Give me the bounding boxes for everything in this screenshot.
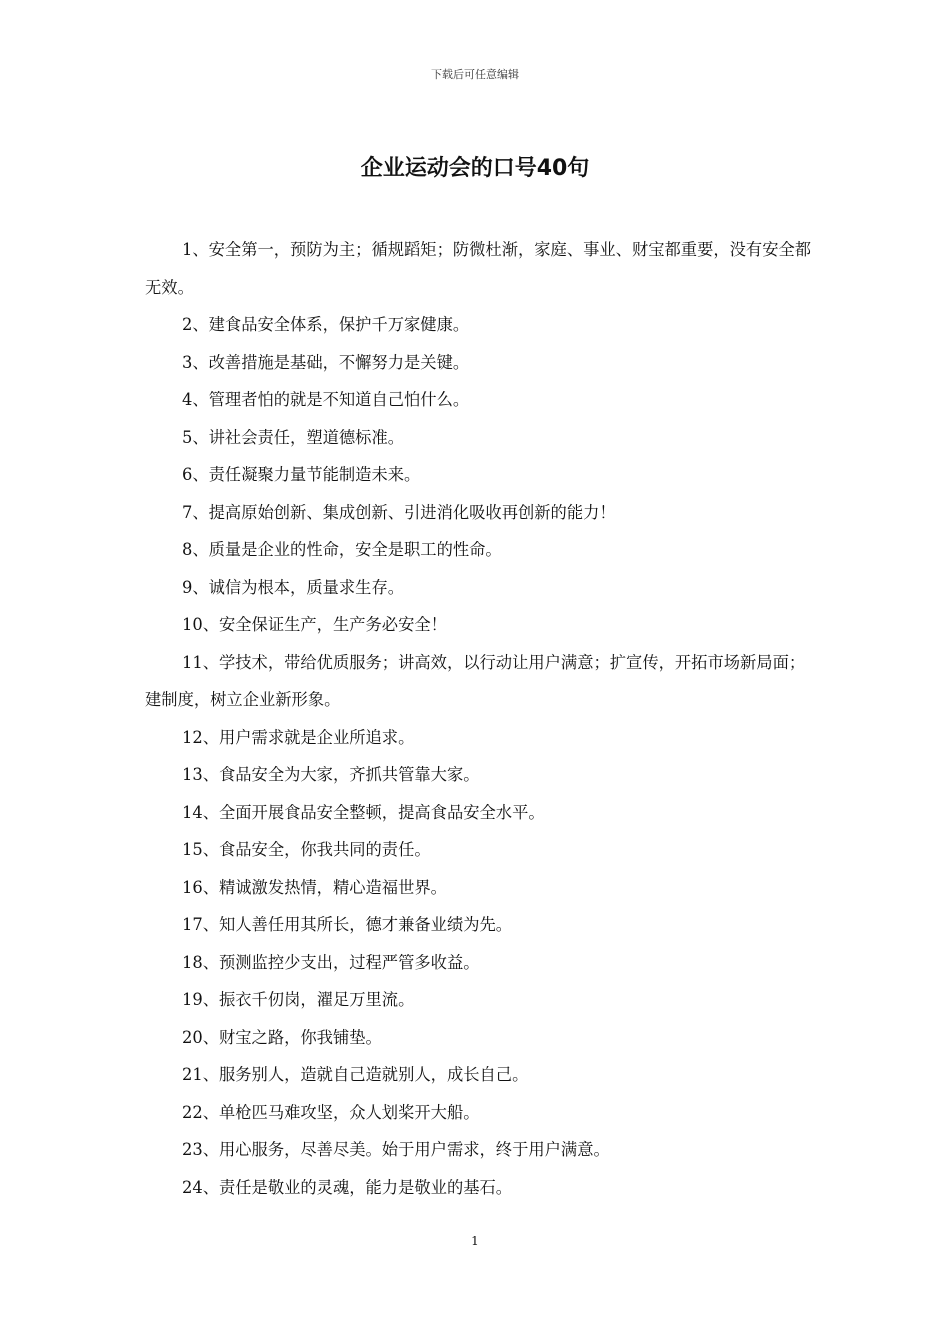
slogan-paragraph: 22、单枪匹马难攻坚，众人划桨开大船。 <box>182 1102 480 1122</box>
slogan-paragraph: 19、振衣千仞岗，濯足万里流。 <box>182 990 415 1009</box>
slogan-paragraph: 5、讲社会责任，塑道德标准。 <box>182 427 405 447</box>
slogan-paragraph: 23、用心服务，尽善尽美。始于用户需求，终于用户满意。 <box>182 1140 610 1159</box>
slogan-paragraph: 14、全面开展食品安全整顿，提高食品安全水平。 <box>182 802 545 822</box>
slogan-paragraph: 6、责任凝聚力量节能制造未来。 <box>182 465 421 484</box>
slogan-paragraph: 1、安全第一，预防为主；循规蹈矩；防微杜渐，家庭、事业、财宝都重要，没有安全都无效。 <box>145 240 812 297</box>
slogan-paragraph: 13、食品安全为大家，齐抓共管靠大家。 <box>182 765 480 784</box>
document-title: 企业运动会的口号40句 <box>360 156 590 181</box>
slogan-paragraph: 10、安全保证生产，生产务必安全！ <box>182 615 447 634</box>
slogan-paragraph: 15、食品安全，你我共同的责任。 <box>182 840 431 859</box>
document-body <box>145 231 815 1206</box>
slogan-paragraph: 21、服务别人，造就自己造就别人，成长自己。 <box>182 1065 529 1084</box>
slogan-paragraph: 9、诚信为根本，质量求生存。 <box>182 577 405 597</box>
slogan-paragraph: 12、用户需求就是企业所追求。 <box>182 727 415 747</box>
slogan-paragraph: 8、质量是企业的性命，安全是职工的性命。 <box>182 540 502 559</box>
header-note: 下载后可任意编辑 <box>431 68 519 81</box>
slogan-paragraph: 20、财宝之路，你我铺垫。 <box>182 1027 382 1047</box>
page-number: 1 <box>471 1234 479 1248</box>
slogan-paragraph: 7、提高原始创新、集成创新、引进消化吸收再创新的能力！ <box>182 502 616 522</box>
slogan-paragraph: 4、管理者怕的就是不知道自己怕什么。 <box>182 390 470 409</box>
slogan-paragraph: 16、精诚激发热情，精心造福世界。 <box>182 877 447 897</box>
slogan-paragraph: 18、预测监控少支出，过程严管多收益。 <box>182 952 480 972</box>
slogan-paragraph: 24、责任是敬业的灵魂，能力是敬业的基石。 <box>182 1177 513 1197</box>
slogan-paragraph: 3、改善措施是基础，不懈努力是关键。 <box>182 352 470 372</box>
slogan-paragraph: 17、知人善任用其所长，德才兼备业绩为先。 <box>182 915 513 934</box>
slogan-paragraph: 2、建食品安全体系，保护千万家健康。 <box>182 315 470 334</box>
slogan-paragraph: 11、学技术，带给优质服务；讲高效，以行动让用户满意；扩宣传，开拓市场新局面；建制度，树立企业新形象。 <box>145 652 806 709</box>
